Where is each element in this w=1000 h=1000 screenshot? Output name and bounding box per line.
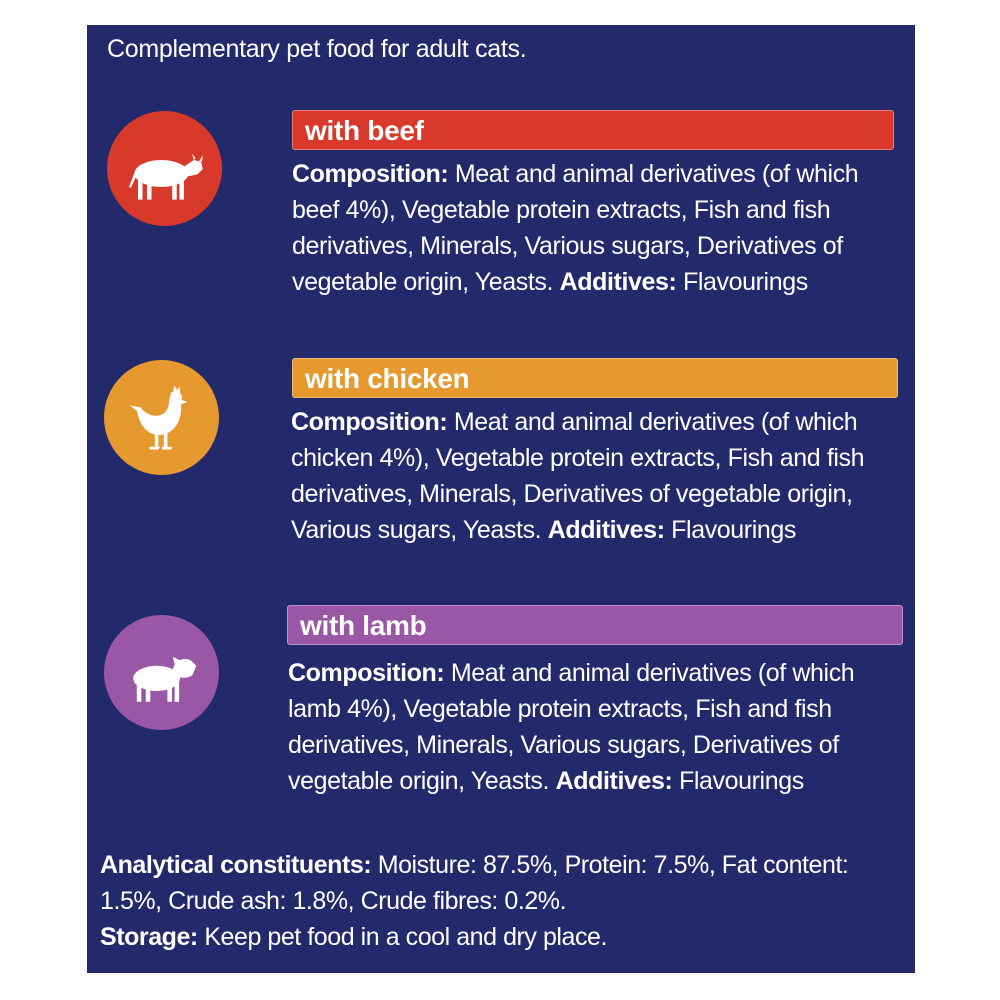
storage-line bbox=[100, 919, 912, 955]
composition-label: Composition: bbox=[288, 659, 445, 687]
composition-text: Meat and animal derivatives (of which beef 4%), Vegetable protein extracts, Fish and fish derivatives, Minerals, Various sugars, Derivatives of vegetable origin, Yeasts. bbox=[292, 160, 859, 296]
intro-text: Complementary pet food for adult cats. bbox=[107, 35, 527, 63]
additives-text: Flavourings bbox=[671, 516, 796, 544]
composition-label: Composition: bbox=[292, 160, 449, 188]
nutrition-footer bbox=[100, 847, 912, 955]
lamb-composition bbox=[288, 655, 888, 799]
storage-label: Storage: bbox=[100, 923, 198, 951]
chicken-composition bbox=[291, 404, 891, 548]
beef-composition bbox=[292, 156, 892, 300]
lamb-badge bbox=[104, 615, 219, 730]
additives-label: Additives: bbox=[559, 268, 677, 296]
additives-label: Additives: bbox=[547, 516, 665, 544]
composition-text: Meat and animal derivatives (of which lamb 4%), Vegetable protein extracts, Fish and fish derivatives, Minerals, Various sugars, Derivatives of vegetable origin, Yeasts. bbox=[288, 659, 855, 795]
analytical-label: Analytical constituents: bbox=[100, 851, 372, 879]
lamb-title-bar: with lamb bbox=[287, 605, 903, 645]
composition-label: Composition: bbox=[291, 408, 448, 436]
beef-title-bar: with beef bbox=[292, 110, 894, 150]
additives-label: Additives: bbox=[555, 767, 673, 795]
additives-text: Flavourings bbox=[683, 268, 808, 296]
analytical-constituents bbox=[100, 847, 912, 919]
chicken-title-bar: with chicken bbox=[292, 358, 898, 398]
chicken-badge bbox=[104, 360, 219, 475]
additives-text: Flavourings bbox=[679, 767, 804, 795]
analytical-text: Moisture: 87.5%, Protein: 7.5%, Fat content: 1.5%, Crude ash: 1.8%, Crude fibres: 0.2%. bbox=[100, 851, 849, 915]
pet-food-label-panel bbox=[87, 25, 915, 973]
cow-icon bbox=[120, 124, 210, 214]
storage-text: Keep pet food in a cool and dry place. bbox=[204, 923, 607, 951]
beef-badge bbox=[107, 111, 222, 226]
composition-text: Meat and animal derivatives (of which chicken 4%), Vegetable protein extracts, Fish and fish derivatives, Minerals, Derivatives of vegetable origin, Various sugars, Yeasts. bbox=[291, 408, 865, 544]
lamb-icon bbox=[117, 628, 207, 718]
chicken-icon bbox=[117, 373, 207, 463]
